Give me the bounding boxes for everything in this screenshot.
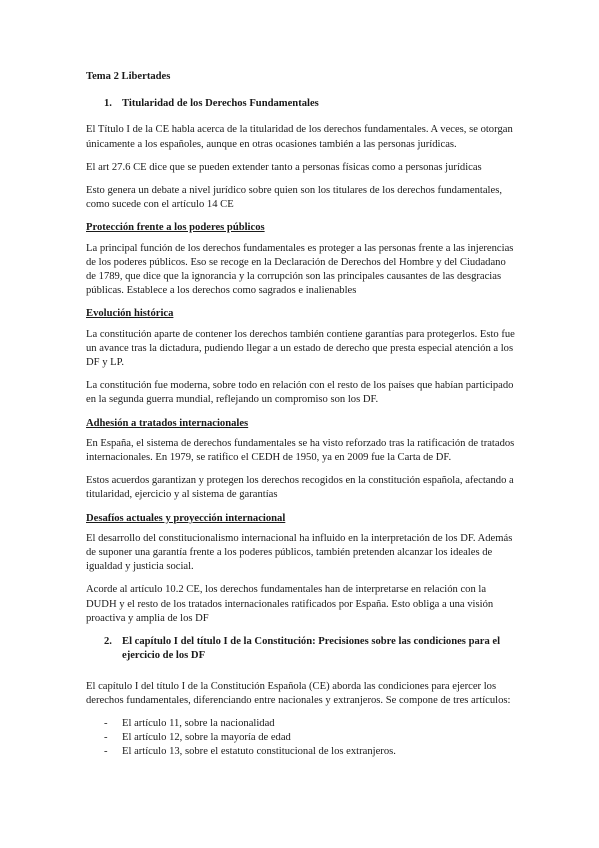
section-1-title: Titularidad de los Derechos Fundamentales xyxy=(122,98,319,110)
subheading-proteccion: Protección frente a los poderes públicos xyxy=(86,222,265,234)
section-2-number: 2. xyxy=(104,636,112,648)
article-list xyxy=(86,717,518,760)
paragraph: El art 27.6 CE dice que se pueden extender tanto a personas físicas como a personas jurídicas xyxy=(86,161,482,173)
subheading-adhesion: Adhesión a tratados internacionales xyxy=(86,417,249,429)
paragraph: El desarrollo del constitucionalismo internacional ha influido en la interpretación de los DF. Además de suponer una garantía frente a los poderes públicos, también pretenden alcanzar los ideales de igualdad y justicia social. xyxy=(86,532,513,573)
list-item xyxy=(86,717,518,731)
document-page xyxy=(86,70,518,760)
paragraph: El capítulo I del título I de la Constitución Española (CE) aborda las condiciones para ejercer los derechos fundamentales, diferenciando entre nacionales y extranjeros. Se compone de tres artículos: xyxy=(86,680,511,706)
section-2-heading xyxy=(86,635,518,663)
list-marker: - xyxy=(104,732,108,744)
paragraph: Esto genera un debate a nivel jurídico sobre quien son los titulares de los derechos fundamentales, como sucede con el artículo 14 CE xyxy=(86,185,502,211)
subheading-evolucion: Evolución histórica xyxy=(86,308,174,320)
paragraph: La principal función de los derechos fundamentales es proteger a las personas frente a las injerencias de los poderes públicos. Eso se recoge en la Declaración de Derechos del Hombre y del Ciudadano de 1789, que dice que la ignorancia y la corrupción son las principales causantes de las desgracias públicas. Establece a los derechos como sagrados e inalienables xyxy=(86,242,514,297)
list-marker: - xyxy=(104,746,108,758)
paragraph: Estos acuerdos garantizan y protegen los derechos recogidos en la constitución española, afectando a titularidad, ejercicio y al sistema de garantías xyxy=(86,475,514,501)
subheading-desafios: Desafíos actuales y proyección internacional xyxy=(86,512,286,524)
list-marker: - xyxy=(104,717,108,729)
paragraph: El Título I de la CE habla acerca de la titularidad de los derechos fundamentales. A veces, se otorgan únicamente a los españoles, aunque en otras ocasiones también a las personas jurídicas. xyxy=(86,124,513,150)
list-item-text: El artículo 11, sobre la nacionalidad xyxy=(122,717,275,729)
section-1-number: 1. xyxy=(104,98,112,110)
section-2-title: El capítulo I del título I de la Constitución: Precisiones sobre las condiciones para el ejercicio de los DF xyxy=(122,636,501,662)
list-item xyxy=(86,731,518,745)
paragraph: La constitución aparte de contener los derechos también contiene garantías para protegerlos. Esto fue un avance tras la dictadura, pudiendo llegar a un estado de derecho que presta especial atención a los DF y LP. xyxy=(86,328,515,369)
list-item-text: El artículo 12, sobre la mayoría de edad xyxy=(122,732,291,744)
section-1-heading xyxy=(86,97,518,111)
paragraph: En España, el sistema de derechos fundamentales se ha visto reforzado tras la ratificación de tratados internacionales. En 1979, se ratifico el CEDH de 1950, ya en 2009 fue la Carta de DF. xyxy=(86,437,515,464)
list-item xyxy=(86,745,518,759)
list-item-text: El artículo 13, sobre el estatuto constitucional de los extranjeros. xyxy=(122,746,396,758)
paragraph: Acorde al artículo 10.2 CE, los derechos fundamentales han de interpretarse en relación con la DUDH y el resto de los tratados internacionales ratificados por España. Esto obliga a una visión proactiva y amplia de los DF xyxy=(86,584,494,624)
document-title: Tema 2 Libertades xyxy=(86,71,171,82)
paragraph: La constitución fue moderna, sobre todo en relación con el resto de los países que habían participado en la segunda guerra mundial, reflejando un compromiso son los DF. xyxy=(86,380,514,406)
